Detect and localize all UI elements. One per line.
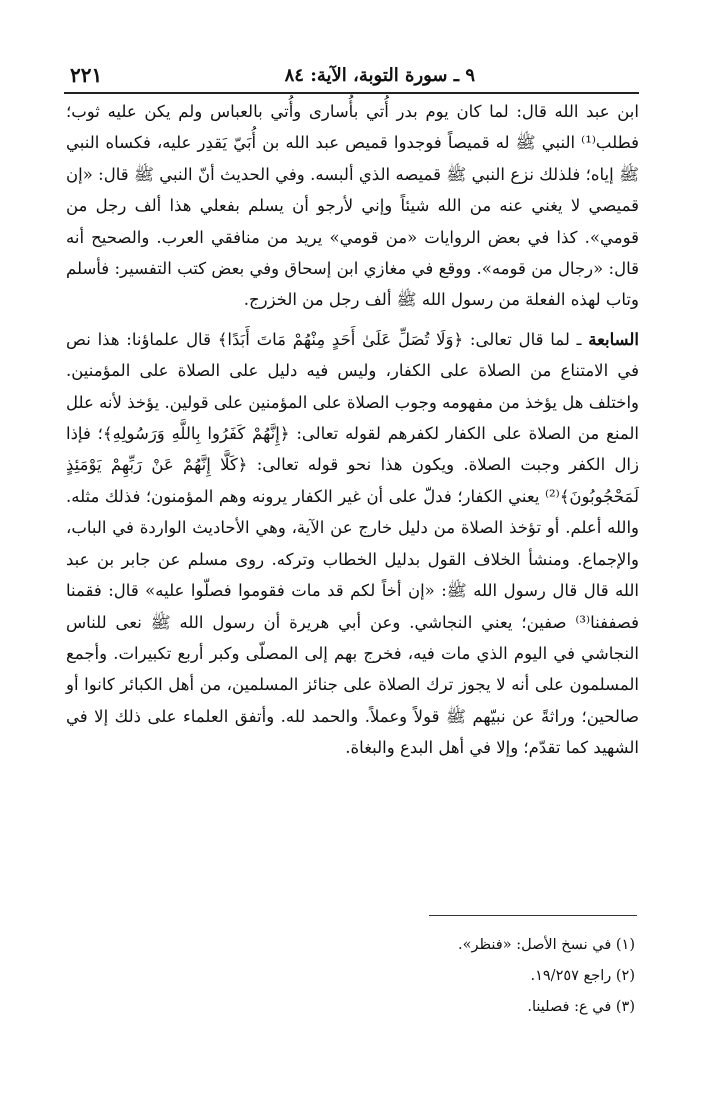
text-line: زال الكفر وجبت الصلاة. ويكون هذا نحو قوله تعالى: ﴿كَلَّا إِنَّهُمْ عَنْ رَبِّهِمْ يَوْمَئِذٍ: [66, 455, 639, 475]
footnote-2: (٢) راجع ١٩/٢٥٧.: [530, 968, 635, 984]
text-line: كذا في بعض الروايات «من قومي» يريد من منافقي العرب. والصحيح أنه قال: «رجال: [66, 227, 639, 279]
body-text: [66, 96, 639, 764]
text-line: الفعلة من رسول الله ﷺ ألف رجل من الخزرج.: [243, 290, 566, 310]
text-line: المنع من الصلاة على الكفار لكفرهم لقوله تعالى: ﴿إِنَّهُمْ كَفَرُوا بِاللَّهِ وَرَسُولِهِ﴾؛ فإذا: [66, 424, 639, 444]
text-line: إياه؛ فلذلك نزع النبي ﷺ قميصه الذي ألبسه. وفي الحديث أنّ النبي ﷺ قال: «إن: [66, 164, 614, 184]
text-line: ابن عبد الله قال: لما كان يوم بدر أُتي بأُسارى وأُتي بالعباس ولم يكن عليه ثوب؛: [66, 102, 639, 121]
footnotes: [66, 930, 635, 1023]
text-line: واختلف هل يؤخذ من مفهومه وجوب الصلاة على المؤمنين على قولين. يؤخذ لأنه علل: [66, 392, 639, 412]
text-line: قميصي لا يغني عنه من الله شيئاً وإني لأرجو أن يسلم بفعلي هذا ألف رجل من قومي».: [66, 196, 639, 247]
text-line: فقمنا فصففنا⁽³⁾ صفين؛ يعني النجاشي. وعن أبي هريرة أن رسول الله ﷺ نعى للناس: [66, 581, 639, 632]
footnote-rule: [429, 915, 637, 916]
paragraph-hadith: [66, 96, 639, 316]
section-lead-word: السابعة: [588, 329, 639, 349]
text-line: الباب، والإجماع. ومنشأ الخلاف القول بدليل الخطاب وتركه. روى مسلم عن: [66, 518, 639, 569]
text-line: مثله. والله أعلم. أو تؤخذ الصلاة من دليل خارج عن الآية، وهي الأحاديث الواردة في: [66, 486, 639, 538]
text-line: فطلب⁽¹⁾ النبي ﷺ له قميصاً فوجدوا قميص عبد الله بن أُبَيّ يَقدِر عليه، فكساه النبي ﷺ: [66, 133, 639, 184]
running-header: [70, 58, 635, 92]
text-line: الشهيد كما تقدّم؛ وإلا في أهل البدع والبغاة.: [345, 738, 639, 758]
page-number: ٢٢١: [70, 63, 103, 87]
text-line: النجاشي في اليوم الذي مات فيه، فخرج بهم إلى المصلّى وكبر أربع تكبيرات. وأجمع: [66, 643, 639, 663]
text-line: صالحين؛ وراثةً عن نبيّهم ﷺ قولاً وعملاً. والحمد لله. وأتفق العلماء على ذلك إلا في: [66, 706, 639, 726]
text-line: من قومه». ووقع في مغازي ابن إسحاق وفي بعض كتب التفسير: فأسلم وتاب لهذه: [66, 259, 639, 310]
footnote-1: (١) في نسخ الأصل: «فنظر».: [458, 937, 635, 953]
text-line: ـ لما قال تعالى: ﴿وَلَا تُصَلِّ عَلَىٰ أَحَدٍ مِنْهُمْ مَاتَ أَبَدًا﴾ قال علماؤنا: هذا: [97, 329, 582, 349]
text-line: نص في الامتناع من الصلاة على الكفار، وليس فيه دليل على الصلاة على المؤمنين.: [66, 329, 639, 381]
running-title: ٩ ـ سورة التوبة، الآية: ٨٤: [284, 64, 475, 86]
paragraph-seventh: [66, 324, 639, 764]
text-line: جابر بن عبد الله قال قال رسول الله ﷺ: «إن أخاً لكم قد مات فقوموا فصلّوا عليه» قال:: [66, 549, 639, 601]
footnote-3: (٣) في ع: فصلينا.: [527, 999, 635, 1015]
text-line: المسلمون على أنه لا يجوز ترك الصلاة على جنائز المسلمين، من أهل الكبائر كانوا أو: [66, 675, 639, 695]
text-line: لَمَحْجُوبُونَ﴾⁽²⁾ يعني الكفار؛ فدلّ على أن غير الكفار يرونه وهم المؤمنون؛ فذلك: [104, 486, 639, 506]
header-rule: [64, 92, 639, 94]
